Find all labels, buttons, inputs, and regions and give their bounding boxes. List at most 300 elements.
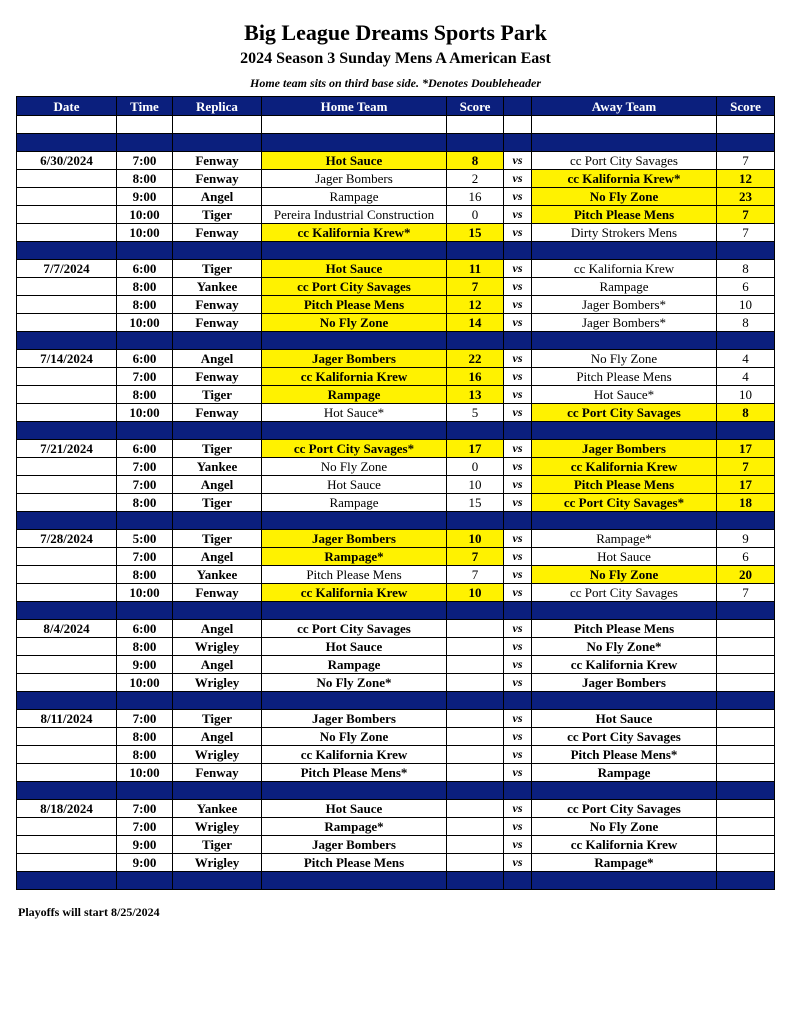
game-date: 7/21/2024 <box>17 440 117 458</box>
spacer-cell <box>262 422 447 440</box>
home-score: 11 <box>447 260 504 278</box>
away-score: 7 <box>717 458 775 476</box>
spacer-cell <box>117 602 173 620</box>
game-replica: Tiger <box>173 440 262 458</box>
game-replica: Fenway <box>173 404 262 422</box>
game-row <box>17 620 775 638</box>
spacer-cell <box>447 422 504 440</box>
away-score: 7 <box>717 584 775 602</box>
spacer-cell <box>17 872 117 890</box>
game-row <box>17 638 775 656</box>
home-team: Hot Sauce <box>262 638 447 656</box>
game-date: 7/28/2024 <box>17 530 117 548</box>
game-time: 9:00 <box>117 854 173 872</box>
home-team: Rampage <box>262 656 447 674</box>
home-score: 10 <box>447 476 504 494</box>
vs-label: vs <box>504 404 532 422</box>
header-away-team: Away Team <box>532 97 717 116</box>
away-team: cc Port City Savages <box>532 584 717 602</box>
away-team: Pitch Please Mens <box>532 368 717 386</box>
home-team: cc Port City Savages* <box>262 440 447 458</box>
spacer-cell <box>117 116 173 134</box>
spacer-cell <box>173 602 262 620</box>
vs-label: vs <box>504 224 532 242</box>
vs-label: vs <box>504 296 532 314</box>
game-row <box>17 728 775 746</box>
game-time: 8:00 <box>117 638 173 656</box>
home-team: Hot Sauce <box>262 152 447 170</box>
header-home-score: Score <box>447 97 504 116</box>
game-row <box>17 206 775 224</box>
home-team: Rampage* <box>262 548 447 566</box>
spacer-cell <box>17 602 117 620</box>
spacer-cell <box>717 134 775 152</box>
vs-label: vs <box>504 800 532 818</box>
game-row <box>17 440 775 458</box>
vs-label: vs <box>504 170 532 188</box>
game-time: 8:00 <box>117 170 173 188</box>
game-replica: Angel <box>173 188 262 206</box>
home-score: 12 <box>447 296 504 314</box>
spacer-cell <box>504 242 532 260</box>
away-team: Pitch Please Mens <box>532 620 717 638</box>
spacer-cell <box>262 116 447 134</box>
spacer-cell <box>262 332 447 350</box>
game-row <box>17 764 775 782</box>
home-team: cc Port City Savages <box>262 278 447 296</box>
home-score <box>447 728 504 746</box>
away-team: No Fly Zone* <box>532 638 717 656</box>
spacer-cell <box>447 782 504 800</box>
home-score <box>447 818 504 836</box>
vs-label: vs <box>504 206 532 224</box>
game-replica: Angel <box>173 476 262 494</box>
game-replica: Yankee <box>173 278 262 296</box>
spacer-cell <box>447 332 504 350</box>
home-team: Jager Bombers <box>262 170 447 188</box>
away-team: cc Kalifornia Krew <box>532 260 717 278</box>
game-date <box>17 476 117 494</box>
away-team: Jager Bombers* <box>532 314 717 332</box>
game-date <box>17 206 117 224</box>
game-time: 7:00 <box>117 476 173 494</box>
game-replica: Wrigley <box>173 638 262 656</box>
spacer-cell <box>447 116 504 134</box>
home-team: Hot Sauce <box>262 476 447 494</box>
game-replica: Fenway <box>173 764 262 782</box>
home-team: Jager Bombers <box>262 530 447 548</box>
home-score: 7 <box>447 566 504 584</box>
spacer-cell <box>504 692 532 710</box>
home-team: cc Kalifornia Krew <box>262 584 447 602</box>
week-divider <box>17 242 775 260</box>
spacer-cell <box>532 602 717 620</box>
game-row <box>17 530 775 548</box>
home-team: No Fly Zone <box>262 314 447 332</box>
vs-label: vs <box>504 476 532 494</box>
header-vs <box>504 97 532 116</box>
game-replica: Fenway <box>173 152 262 170</box>
game-time: 8:00 <box>117 386 173 404</box>
vs-label: vs <box>504 584 532 602</box>
spacer-cell <box>117 782 173 800</box>
game-date <box>17 548 117 566</box>
game-replica: Fenway <box>173 314 262 332</box>
game-time: 10:00 <box>117 206 173 224</box>
game-date <box>17 656 117 674</box>
vs-label: vs <box>504 458 532 476</box>
game-row <box>17 584 775 602</box>
away-score: 8 <box>717 404 775 422</box>
away-team: Pitch Please Mens <box>532 476 717 494</box>
home-score <box>447 836 504 854</box>
home-team: Pitch Please Mens <box>262 854 447 872</box>
week-divider <box>17 134 775 152</box>
game-date <box>17 584 117 602</box>
header-home-team: Home Team <box>262 97 447 116</box>
week-divider <box>17 332 775 350</box>
game-time: 7:00 <box>117 818 173 836</box>
away-team: cc Port City Savages <box>532 404 717 422</box>
spacer-cell <box>262 602 447 620</box>
away-score <box>717 818 775 836</box>
spacer-cell <box>173 242 262 260</box>
game-time: 7:00 <box>117 548 173 566</box>
home-team: No Fly Zone* <box>262 674 447 692</box>
away-score: 17 <box>717 476 775 494</box>
game-row <box>17 386 775 404</box>
spacer-cell <box>717 782 775 800</box>
game-replica: Tiger <box>173 206 262 224</box>
page-title: Big League Dreams Sports Park <box>244 20 547 45</box>
away-score <box>717 710 775 728</box>
game-time: 5:00 <box>117 530 173 548</box>
away-team: No Fly Zone <box>532 188 717 206</box>
away-team: cc Kalifornia Krew <box>532 458 717 476</box>
vs-label: vs <box>504 746 532 764</box>
spacer-cell <box>532 422 717 440</box>
header-date: Date <box>17 97 117 116</box>
game-date: 7/14/2024 <box>17 350 117 368</box>
away-team: No Fly Zone <box>532 818 717 836</box>
home-team: Rampage* <box>262 818 447 836</box>
game-replica: Fenway <box>173 584 262 602</box>
away-team: No Fly Zone <box>532 566 717 584</box>
spacer-cell <box>504 782 532 800</box>
spacer-cell <box>532 872 717 890</box>
spacer-cell <box>717 602 775 620</box>
game-row <box>17 350 775 368</box>
home-team: cc Kalifornia Krew <box>262 746 447 764</box>
away-team: Jager Bombers* <box>532 296 717 314</box>
game-row <box>17 674 775 692</box>
spacer-cell <box>17 782 117 800</box>
away-team: No Fly Zone <box>532 350 717 368</box>
spacer-cell <box>262 242 447 260</box>
spacer-cell <box>532 134 717 152</box>
home-score: 8 <box>447 152 504 170</box>
home-score: 2 <box>447 170 504 188</box>
playoffs-note: Playoffs will start 8/25/2024 <box>18 905 160 919</box>
game-time: 8:00 <box>117 278 173 296</box>
schedule-body <box>17 116 775 890</box>
away-score: 4 <box>717 350 775 368</box>
away-score <box>717 836 775 854</box>
spacer-cell <box>447 602 504 620</box>
game-replica: Tiger <box>173 494 262 512</box>
spacer-cell <box>504 116 532 134</box>
home-team: cc Kalifornia Krew* <box>262 224 447 242</box>
game-time: 8:00 <box>117 566 173 584</box>
spacer-cell <box>262 872 447 890</box>
game-time: 8:00 <box>117 728 173 746</box>
away-score <box>717 800 775 818</box>
game-time: 10:00 <box>117 584 173 602</box>
vs-label: vs <box>504 854 532 872</box>
game-row <box>17 494 775 512</box>
game-time: 10:00 <box>117 764 173 782</box>
game-replica: Wrigley <box>173 854 262 872</box>
game-date <box>17 314 117 332</box>
vs-label: vs <box>504 494 532 512</box>
vs-label: vs <box>504 314 532 332</box>
away-team: Hot Sauce <box>532 548 717 566</box>
away-score: 7 <box>717 206 775 224</box>
away-score: 20 <box>717 566 775 584</box>
spacer-cell <box>504 872 532 890</box>
spacer-cell <box>173 116 262 134</box>
away-team: Hot Sauce* <box>532 386 717 404</box>
spacer-cell <box>117 422 173 440</box>
vs-label: vs <box>504 656 532 674</box>
home-team: Pitch Please Mens <box>262 296 447 314</box>
spacer-cell <box>17 422 117 440</box>
spacer-cell <box>173 692 262 710</box>
game-row <box>17 296 775 314</box>
away-team: cc Kalifornia Krew <box>532 656 717 674</box>
game-replica: Yankee <box>173 800 262 818</box>
game-row <box>17 836 775 854</box>
game-time: 8:00 <box>117 746 173 764</box>
game-row <box>17 224 775 242</box>
spacer-cell <box>532 116 717 134</box>
vs-label: vs <box>504 566 532 584</box>
spacer-cell <box>717 242 775 260</box>
away-team: Pitch Please Mens <box>532 206 717 224</box>
home-score: 7 <box>447 548 504 566</box>
home-score: 0 <box>447 206 504 224</box>
home-score <box>447 854 504 872</box>
spacer-cell <box>173 872 262 890</box>
game-replica: Angel <box>173 620 262 638</box>
away-score: 4 <box>717 368 775 386</box>
home-team: No Fly Zone <box>262 458 447 476</box>
game-date <box>17 224 117 242</box>
game-row <box>17 188 775 206</box>
vs-label: vs <box>504 440 532 458</box>
home-score <box>447 620 504 638</box>
away-team: Hot Sauce <box>532 710 717 728</box>
home-team: Pitch Please Mens <box>262 566 447 584</box>
away-score: 10 <box>717 386 775 404</box>
home-score <box>447 710 504 728</box>
game-date <box>17 296 117 314</box>
away-score: 9 <box>717 530 775 548</box>
schedule-note: Home team sits on third base side. *Denotes Doubleheader <box>250 76 541 90</box>
spacer-cell <box>447 134 504 152</box>
spacer-cell <box>17 332 117 350</box>
vs-label: vs <box>504 548 532 566</box>
game-time: 7:00 <box>117 800 173 818</box>
game-date <box>17 386 117 404</box>
spacer-cell <box>117 242 173 260</box>
header-row <box>17 97 775 116</box>
away-score <box>717 854 775 872</box>
game-time: 7:00 <box>117 152 173 170</box>
game-replica: Tiger <box>173 836 262 854</box>
home-score <box>447 674 504 692</box>
away-team: Jager Bombers <box>532 674 717 692</box>
game-replica: Tiger <box>173 530 262 548</box>
game-date <box>17 638 117 656</box>
spacer-cell <box>17 512 117 530</box>
game-time: 10:00 <box>117 404 173 422</box>
spacer-cell <box>262 512 447 530</box>
game-date <box>17 458 117 476</box>
spacer-cell <box>717 116 775 134</box>
spacer-cell <box>504 332 532 350</box>
spacer-cell <box>717 872 775 890</box>
away-score <box>717 746 775 764</box>
game-date <box>17 188 117 206</box>
spacer-cell <box>532 332 717 350</box>
week-divider <box>17 872 775 890</box>
game-time: 6:00 <box>117 350 173 368</box>
game-replica: Angel <box>173 656 262 674</box>
game-date: 7/7/2024 <box>17 260 117 278</box>
away-score <box>717 728 775 746</box>
game-time: 6:00 <box>117 620 173 638</box>
spacer-cell <box>532 692 717 710</box>
away-score: 12 <box>717 170 775 188</box>
spacer-cell <box>504 134 532 152</box>
spacer-cell <box>717 692 775 710</box>
game-replica: Yankee <box>173 566 262 584</box>
game-row <box>17 314 775 332</box>
spacer-cell <box>173 134 262 152</box>
away-score: 23 <box>717 188 775 206</box>
home-score <box>447 638 504 656</box>
game-replica: Angel <box>173 350 262 368</box>
vs-label: vs <box>504 530 532 548</box>
home-score <box>447 656 504 674</box>
away-score: 7 <box>717 224 775 242</box>
spacer-cell <box>117 512 173 530</box>
spacer-cell <box>717 512 775 530</box>
game-replica: Fenway <box>173 296 262 314</box>
vs-label: vs <box>504 620 532 638</box>
header-replica: Replica <box>173 97 262 116</box>
game-row <box>17 566 775 584</box>
spacer-cell <box>532 242 717 260</box>
away-team: cc Port City Savages* <box>532 494 717 512</box>
away-team: Jager Bombers <box>532 440 717 458</box>
game-date <box>17 566 117 584</box>
spacer-cell <box>17 692 117 710</box>
game-date <box>17 746 117 764</box>
week-divider <box>17 692 775 710</box>
page-subtitle: 2024 Season 3 Sunday Mens A American East <box>240 50 551 67</box>
spacer-cell <box>17 134 117 152</box>
away-team: Pitch Please Mens* <box>532 746 717 764</box>
away-score: 6 <box>717 278 775 296</box>
away-team: cc Port City Savages <box>532 800 717 818</box>
home-team: Rampage <box>262 386 447 404</box>
home-score: 16 <box>447 188 504 206</box>
home-team: Jager Bombers <box>262 710 447 728</box>
week-divider <box>17 422 775 440</box>
game-date <box>17 404 117 422</box>
game-time: 10:00 <box>117 314 173 332</box>
home-score: 10 <box>447 584 504 602</box>
game-row <box>17 170 775 188</box>
vs-label: vs <box>504 350 532 368</box>
home-team: cc Kalifornia Krew <box>262 368 447 386</box>
home-team: Hot Sauce <box>262 800 447 818</box>
spacer-cell <box>717 332 775 350</box>
spacer-cell <box>504 602 532 620</box>
game-date <box>17 818 117 836</box>
vs-label: vs <box>504 386 532 404</box>
spacer-cell <box>447 692 504 710</box>
spacer-row <box>17 116 775 134</box>
home-score: 0 <box>447 458 504 476</box>
game-date <box>17 728 117 746</box>
home-score: 14 <box>447 314 504 332</box>
away-score: 7 <box>717 152 775 170</box>
game-time: 10:00 <box>117 224 173 242</box>
game-replica: Wrigley <box>173 746 262 764</box>
away-score: 8 <box>717 314 775 332</box>
home-team: cc Port City Savages <box>262 620 447 638</box>
away-score <box>717 656 775 674</box>
schedule-table <box>16 96 775 890</box>
vs-label: vs <box>504 152 532 170</box>
game-time: 8:00 <box>117 494 173 512</box>
spacer-cell <box>117 872 173 890</box>
away-team: Rampage <box>532 278 717 296</box>
spacer-cell <box>117 134 173 152</box>
game-time: 9:00 <box>117 836 173 854</box>
home-score: 15 <box>447 494 504 512</box>
game-time: 8:00 <box>117 296 173 314</box>
spacer-cell <box>173 332 262 350</box>
spacer-cell <box>717 422 775 440</box>
away-score: 18 <box>717 494 775 512</box>
game-date: 8/18/2024 <box>17 800 117 818</box>
game-replica: Fenway <box>173 368 262 386</box>
vs-label: vs <box>504 818 532 836</box>
game-time: 6:00 <box>117 440 173 458</box>
game-time: 7:00 <box>117 710 173 728</box>
game-replica: Fenway <box>173 224 262 242</box>
home-score: 15 <box>447 224 504 242</box>
game-time: 9:00 <box>117 656 173 674</box>
home-team: Pereira Industrial Construction <box>262 206 447 224</box>
spacer-cell <box>447 512 504 530</box>
game-date <box>17 674 117 692</box>
game-row <box>17 854 775 872</box>
